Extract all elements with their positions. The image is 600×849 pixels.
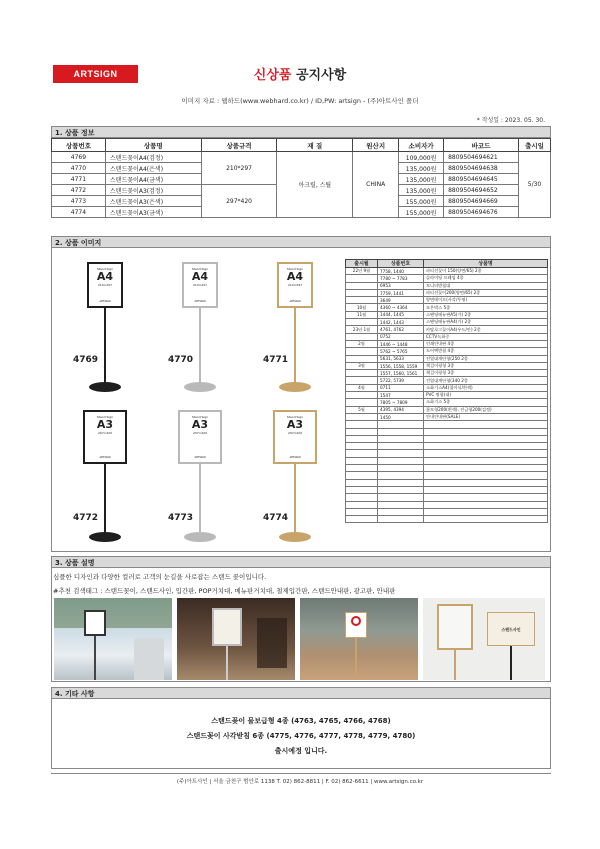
sign-header: Stand Sign bbox=[286, 267, 304, 271]
history-cell bbox=[424, 479, 548, 486]
history-cell: 진열대계단형(250 2종 bbox=[424, 355, 548, 362]
history-row bbox=[346, 268, 548, 275]
stand-base bbox=[184, 532, 216, 542]
history-cell: 책걸이평형 3종 bbox=[424, 370, 548, 377]
table-cell: 스탠드꽂이A3(금색) bbox=[105, 207, 201, 218]
stand-base bbox=[279, 532, 311, 542]
history-row bbox=[346, 282, 548, 289]
product-id-label: 4769 bbox=[73, 355, 99, 365]
table-cell: 스탠드꽂이A4(검정) bbox=[105, 152, 201, 163]
history-cell bbox=[346, 392, 378, 399]
col-header: 상품번호 bbox=[52, 139, 106, 152]
history-row bbox=[346, 457, 548, 464]
description-text: 심플한 디자인과 다양한 컬러로 고객의 눈길을 사로잡는 스탠드 꽂이입니다. bbox=[53, 573, 267, 581]
history-col-header: 출시월 bbox=[346, 260, 378, 268]
history-cell bbox=[346, 297, 378, 304]
sign-size: A4 bbox=[191, 270, 209, 283]
page-title bbox=[180, 64, 420, 83]
history-cell: 꽃모형200(흰색), 진금형200(검정) bbox=[424, 406, 548, 413]
sign-size: A4 bbox=[286, 270, 304, 283]
product-stand-image bbox=[265, 262, 325, 397]
history-cell: 4761, 4762 bbox=[378, 326, 424, 333]
product-id-label: 4772 bbox=[73, 513, 99, 523]
history-row bbox=[346, 516, 548, 523]
history-row bbox=[346, 304, 548, 311]
history-row bbox=[346, 421, 548, 428]
sign-footer: ARTSIGN bbox=[99, 456, 111, 459]
history-cell bbox=[424, 472, 548, 479]
history-cell: 7805 ~ 7809 bbox=[378, 399, 424, 406]
photo-sign-text: 스탠드사인 bbox=[487, 612, 535, 646]
sign-frame bbox=[277, 262, 313, 308]
history-row bbox=[346, 428, 548, 435]
history-row bbox=[346, 508, 548, 515]
history-cell bbox=[346, 377, 378, 384]
history-row bbox=[346, 319, 548, 326]
history-cell bbox=[424, 494, 548, 501]
table-cell: 135,000원 bbox=[399, 163, 444, 174]
footer-text: (주)아트사인 | 서울 금천구 범안로 1138 T. 02) 862-8811 | F. 02) 862-6611 | www.artsign.co.kr bbox=[176, 779, 424, 785]
history-cell bbox=[378, 494, 424, 501]
history-cell: 파티션꽂이 150(양면/65) 2종 bbox=[424, 268, 548, 275]
history-cell: 5762 ~ 5765 bbox=[378, 348, 424, 355]
history-row bbox=[346, 399, 548, 406]
history-cell bbox=[378, 435, 424, 442]
col-header: 상품규격 bbox=[201, 139, 277, 152]
history-cell bbox=[346, 486, 378, 493]
history-cell: 3649 bbox=[378, 297, 424, 304]
sign-dim: 297×420 bbox=[98, 431, 112, 435]
history-cell bbox=[346, 428, 378, 435]
sign-dim: 297×420 bbox=[193, 431, 207, 435]
table-cell: 스탠드꽂이A4(은색) bbox=[105, 163, 201, 174]
product-stand-image bbox=[265, 410, 325, 545]
sign-dim: 297×420 bbox=[288, 431, 302, 435]
history-cell bbox=[378, 428, 424, 435]
history-cell bbox=[346, 508, 378, 515]
col-header: 소비자가 bbox=[399, 139, 444, 152]
table-cell: 4772 bbox=[52, 185, 106, 196]
history-row bbox=[346, 384, 548, 391]
table-cell: 8809504694652 bbox=[444, 185, 519, 196]
history-cell bbox=[346, 333, 378, 340]
history-cell: 파티션꽂이200(양면/65) 2종 bbox=[424, 289, 548, 296]
section-desc-header: 3. 상품 설명 bbox=[51, 556, 551, 568]
sign-frame bbox=[87, 262, 123, 308]
sign-header: Stand Sign bbox=[96, 415, 114, 419]
history-row bbox=[346, 472, 548, 479]
history-row bbox=[346, 326, 548, 333]
history-cell bbox=[378, 508, 424, 515]
history-cell: 11월 bbox=[346, 311, 378, 318]
sign-dim: 210×297 bbox=[98, 283, 112, 287]
history-cell bbox=[346, 501, 378, 508]
history-cell: 5722, 5739 bbox=[378, 377, 424, 384]
history-row bbox=[346, 479, 548, 486]
history-cell bbox=[378, 479, 424, 486]
history-cell bbox=[424, 457, 548, 464]
product-stand-image bbox=[75, 262, 135, 397]
history-cell bbox=[424, 435, 548, 442]
history-row bbox=[346, 275, 548, 282]
history-cell bbox=[346, 450, 378, 457]
history-cell bbox=[346, 355, 378, 362]
table-cell: 210*297 bbox=[201, 152, 277, 185]
history-cell: 23년 1월 bbox=[346, 326, 378, 333]
table-cell: 4769 bbox=[52, 152, 106, 163]
history-cell: 22년 9월 bbox=[346, 268, 378, 275]
sign-header: Stand Sign bbox=[286, 415, 304, 419]
history-cell: 카탈로그꽂이A4(우드/안) 2종 bbox=[424, 326, 548, 333]
history-row bbox=[346, 297, 548, 304]
table-row bbox=[52, 152, 551, 163]
product-id-label: 4770 bbox=[168, 355, 194, 365]
history-row bbox=[346, 289, 548, 296]
product-stand-image bbox=[170, 262, 230, 397]
history-cell: 1444, 1445 bbox=[378, 311, 424, 318]
history-cell bbox=[346, 289, 378, 296]
product-id-label: 4771 bbox=[263, 355, 289, 365]
col-header: 상품명 bbox=[105, 139, 201, 152]
sign-size: A3 bbox=[286, 418, 304, 431]
product-info-table bbox=[51, 138, 551, 218]
history-row bbox=[346, 406, 548, 413]
history-cell bbox=[346, 275, 378, 282]
history-cell: 스탠딩메뉴판A5(가) 2종 bbox=[424, 311, 548, 318]
history-cell bbox=[346, 370, 378, 377]
title-rest: 공지사항 bbox=[291, 68, 347, 83]
table-cell: 4771 bbox=[52, 174, 106, 185]
stand-base bbox=[89, 532, 121, 542]
history-cell bbox=[378, 516, 424, 523]
history-cell: 책걸이평형 3종 bbox=[424, 362, 548, 369]
history-cell: 4월 bbox=[346, 384, 378, 391]
stand-pole bbox=[294, 308, 296, 384]
history-cell: 6953 bbox=[378, 282, 424, 289]
sign-footer: ARTSIGN bbox=[289, 456, 301, 459]
table-cell: 5/30 bbox=[519, 152, 551, 218]
history-cell: CCTV녹화중 bbox=[424, 333, 548, 340]
history-cell bbox=[346, 516, 378, 523]
product-table-header-row bbox=[52, 139, 551, 152]
history-row bbox=[346, 465, 548, 472]
table-cell: 135,000원 bbox=[399, 174, 444, 185]
history-cell bbox=[378, 421, 424, 428]
history-cell bbox=[346, 421, 378, 428]
sign-header: Stand Sign bbox=[191, 267, 209, 271]
stand-pole bbox=[104, 464, 106, 534]
col-header: 출시일 bbox=[519, 139, 551, 152]
sign-size: A3 bbox=[191, 418, 209, 431]
history-row bbox=[346, 494, 548, 501]
title-highlight: 신상품 bbox=[253, 68, 292, 83]
history-row bbox=[346, 486, 548, 493]
history-cell bbox=[346, 399, 378, 406]
usage-photo-cafe bbox=[54, 598, 172, 680]
table-cell: 8809504694676 bbox=[444, 207, 519, 218]
stand-base bbox=[184, 382, 216, 392]
history-cell: 모은박스 5종 bbox=[424, 304, 548, 311]
table-cell: 4773 bbox=[52, 196, 106, 207]
history-cell bbox=[378, 457, 424, 464]
history-cell: 인쇄안내판 4종 bbox=[424, 340, 548, 347]
history-cell bbox=[346, 348, 378, 355]
usage-photo-outdoor bbox=[300, 598, 418, 680]
history-cell: 5631, 5633 bbox=[378, 355, 424, 362]
history-cell: 모니터받침대 bbox=[424, 282, 548, 289]
history-row bbox=[346, 392, 548, 399]
history-cell: 0711 bbox=[378, 384, 424, 391]
history-cell bbox=[378, 465, 424, 472]
history-cell bbox=[424, 501, 548, 508]
search-tags: #추천 검색태그 : 스탠드꽂이, 스탠드사인, 입간판, POP거치대, 메뉴판거치대, 철제입간판, 스탠드안내판, 광고판, 안내판 bbox=[53, 587, 396, 595]
stand-pole bbox=[199, 464, 201, 534]
history-cell: 7780 ~ 7783 bbox=[378, 275, 424, 282]
sign-header: Stand Sign bbox=[191, 415, 209, 419]
stand-base bbox=[279, 382, 311, 392]
artsign-logo: ARTSIGN bbox=[53, 65, 138, 83]
history-cell bbox=[424, 516, 548, 523]
history-cell: 1547 bbox=[378, 392, 424, 399]
table-cell: 8809504694621 bbox=[444, 152, 519, 163]
history-cell bbox=[346, 435, 378, 442]
history-cell: 7758, 1440 bbox=[378, 268, 424, 275]
history-cell: 소화기스A4(접이식/흰색) bbox=[424, 384, 548, 391]
history-cell bbox=[424, 450, 548, 457]
usage-photo-product bbox=[423, 598, 545, 680]
history-row bbox=[346, 413, 548, 420]
history-cell: 10월 bbox=[346, 304, 378, 311]
history-cell: 4395, 4394 bbox=[378, 406, 424, 413]
history-cell: 1442, 1443 bbox=[378, 319, 424, 326]
sign-size: A4 bbox=[96, 270, 114, 283]
history-cell bbox=[378, 450, 424, 457]
history-col-header: 상품번호 bbox=[378, 260, 424, 268]
notice-line-2: 스탠드꽂이 사각받침 6종 (4775, 4776, 4777, 4778, 4779, 4780) bbox=[186, 732, 416, 740]
history-row bbox=[346, 340, 548, 347]
history-cell: 1446 ~ 1448 bbox=[378, 340, 424, 347]
history-row bbox=[346, 355, 548, 362]
table-cell: 스탠드꽂이A3(은색) bbox=[105, 196, 201, 207]
history-cell: PVC 명함(대) bbox=[424, 392, 548, 399]
sign-footer: ARTSIGN bbox=[194, 300, 206, 303]
stand-pole bbox=[294, 464, 296, 534]
history-cell bbox=[346, 443, 378, 450]
history-row bbox=[346, 362, 548, 369]
history-cell: 스탠딩메뉴판A4(가) 2종 bbox=[424, 319, 548, 326]
history-cell bbox=[346, 472, 378, 479]
table-cell: 155,000원 bbox=[399, 207, 444, 218]
sign-footer: ARTSIGN bbox=[289, 300, 301, 303]
table-cell: CHINA bbox=[353, 152, 399, 218]
col-header: 재 질 bbox=[277, 139, 353, 152]
stand-pole bbox=[104, 308, 106, 384]
history-row bbox=[346, 370, 548, 377]
history-cell bbox=[346, 494, 378, 501]
history-cell: 양면테이프(사각/투명) bbox=[424, 297, 548, 304]
history-cell bbox=[346, 457, 378, 464]
history-cell bbox=[346, 413, 378, 420]
history-cell: 2월 bbox=[346, 340, 378, 347]
section-other-header: 4. 기타 사항 bbox=[51, 687, 551, 699]
history-cell bbox=[424, 421, 548, 428]
history-cell: 3월 bbox=[346, 362, 378, 369]
usage-photo-restaurant bbox=[177, 598, 295, 680]
sign-dim: 210×297 bbox=[288, 283, 302, 287]
history-cell bbox=[424, 486, 548, 493]
notice-line-3: 출시예정 입니다. bbox=[274, 747, 328, 755]
table-cell: 4774 bbox=[52, 207, 106, 218]
history-cell: 진열대계단형(340 2종 bbox=[424, 377, 548, 384]
table-cell: 135,000원 bbox=[399, 185, 444, 196]
table-cell: 스탠드꽂이A3(검정) bbox=[105, 185, 201, 196]
table-cell: 아크릴, 스틸 bbox=[277, 152, 353, 218]
table-cell: 8809504694669 bbox=[444, 196, 519, 207]
table-cell: 155,000원 bbox=[399, 196, 444, 207]
history-cell: 7759, 1441 bbox=[378, 289, 424, 296]
history-cell bbox=[424, 443, 548, 450]
history-cell: 소화기스 5종 bbox=[424, 399, 548, 406]
sign-frame bbox=[182, 262, 218, 308]
history-cell bbox=[424, 508, 548, 515]
history-cell bbox=[346, 282, 378, 289]
history-cell: 5월 bbox=[346, 406, 378, 413]
footer-divider bbox=[51, 773, 551, 774]
history-cell bbox=[378, 472, 424, 479]
sign-frame bbox=[178, 410, 222, 464]
history-cell bbox=[378, 486, 424, 493]
history-cell: 4360 ~ 4364 bbox=[378, 304, 424, 311]
product-stand-image bbox=[170, 410, 230, 545]
table-cell: 109,000원 bbox=[399, 152, 444, 163]
release-history-table bbox=[345, 259, 548, 523]
sign-footer: ARTSIGN bbox=[194, 456, 206, 459]
sign-frame bbox=[273, 410, 317, 464]
history-cell bbox=[346, 319, 378, 326]
history-cell: 1557, 1560, 1561 bbox=[378, 370, 424, 377]
notice-line-1: 스탠드꽂이 물보급형 4종 (4763, 4765, 4766, 4768) bbox=[211, 717, 391, 725]
section-images-header: 2. 상품 이미지 bbox=[51, 236, 551, 248]
history-header-row bbox=[346, 260, 548, 268]
history-row bbox=[346, 443, 548, 450]
table-cell: 4770 bbox=[52, 163, 106, 174]
history-row bbox=[346, 348, 548, 355]
history-row bbox=[346, 450, 548, 457]
sign-dim: 210×297 bbox=[193, 283, 207, 287]
table-cell: 8809504694638 bbox=[444, 163, 519, 174]
history-row bbox=[346, 333, 548, 340]
table-cell: 8809504694645 bbox=[444, 174, 519, 185]
history-cell: 안내안내판(SALE) bbox=[424, 413, 548, 420]
history-cell bbox=[378, 501, 424, 508]
stand-base bbox=[89, 382, 121, 392]
history-cell: 슬라이딩 프레임 4종 bbox=[424, 275, 548, 282]
col-header: 바코드 bbox=[444, 139, 519, 152]
table-cell: 스탠드꽂이A4(금색) bbox=[105, 174, 201, 185]
history-cell: 1450 bbox=[378, 413, 424, 420]
sign-frame bbox=[83, 410, 127, 464]
stand-pole bbox=[199, 308, 201, 384]
history-cell bbox=[424, 428, 548, 435]
sign-header: Stand Sign bbox=[96, 267, 114, 271]
product-id-label: 4774 bbox=[263, 513, 289, 523]
history-cell bbox=[378, 443, 424, 450]
date-line: * 작성일 : 2023. 05. 30. bbox=[476, 117, 545, 124]
history-cell: 0752 bbox=[378, 333, 424, 340]
col-header: 원산지 bbox=[353, 139, 399, 152]
sign-footer: ARTSIGN bbox=[99, 300, 111, 303]
history-col-header: 상품명 bbox=[424, 260, 548, 268]
product-stand-image bbox=[75, 410, 135, 545]
product-id-label: 4773 bbox=[168, 513, 194, 523]
sign-size: A3 bbox=[96, 418, 114, 431]
history-cell bbox=[424, 465, 548, 472]
history-cell bbox=[346, 479, 378, 486]
history-cell: 도어택받침 4종 bbox=[424, 348, 548, 355]
history-row bbox=[346, 377, 548, 384]
history-cell: 1556, 1558, 1559 bbox=[378, 362, 424, 369]
section-info-header: 1. 상품 정보 bbox=[51, 126, 551, 138]
history-row bbox=[346, 311, 548, 318]
table-cell: 297*420 bbox=[201, 185, 277, 218]
history-row bbox=[346, 501, 548, 508]
subtitle: 이미지 자료 : 웹하드(www.webhard.co.kr) / ID,PW: artsign - (주)아트사인 폴더 bbox=[181, 97, 419, 105]
history-cell bbox=[346, 465, 378, 472]
history-row bbox=[346, 435, 548, 442]
